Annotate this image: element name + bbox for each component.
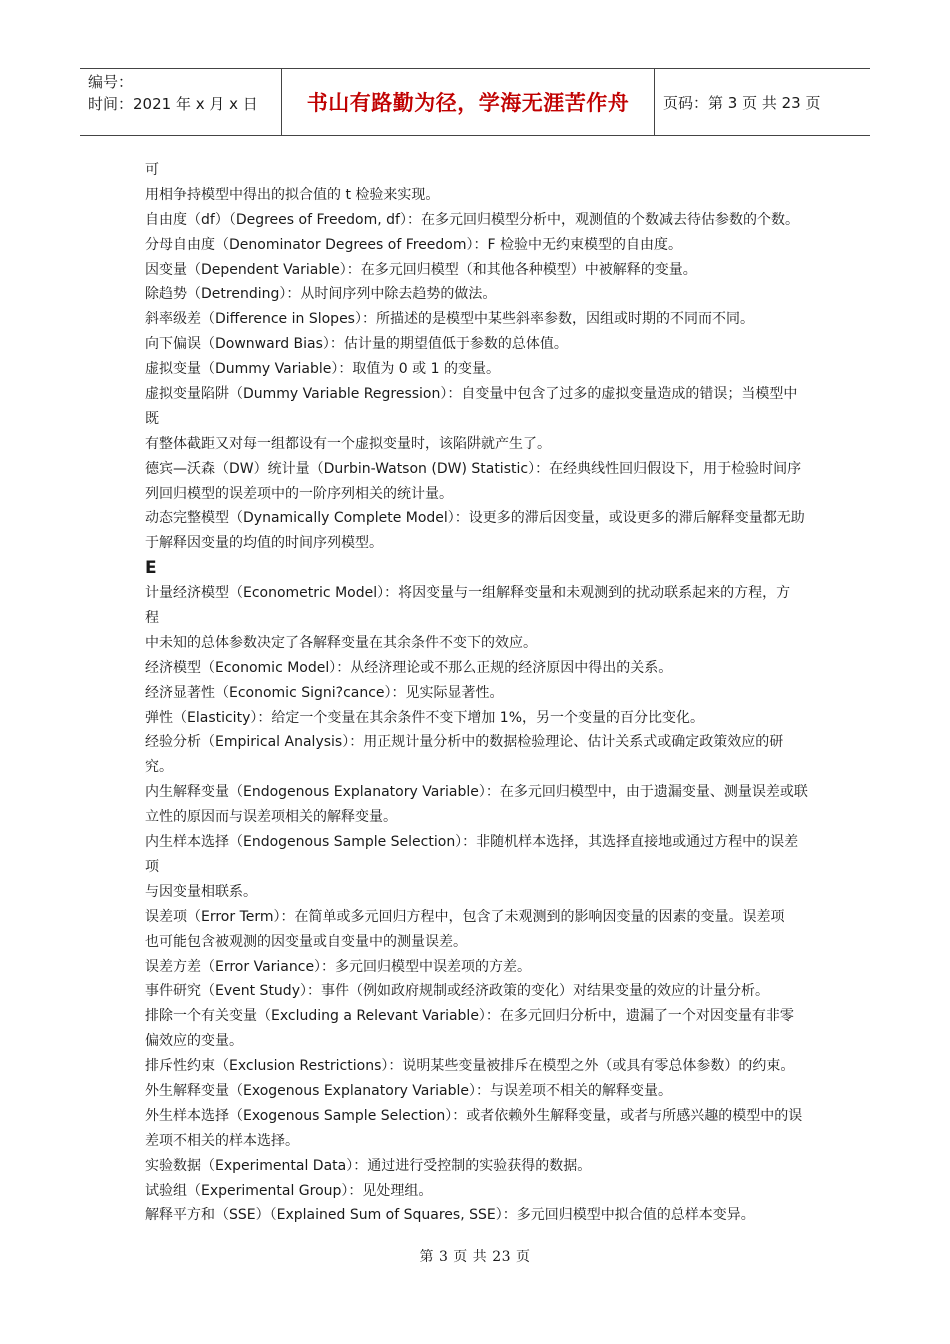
glossary-line: 内生解释变量（Endogenous Explanatory Variable）：在多元回归模型中，由于遗漏变量、测量误差或联 [145,784,808,801]
glossary-line: 用相争持模型中得出的拟合值的 t 检验来实现。 [145,186,440,203]
glossary-line: 经济显著性（Economic Signi?cance）：见实际显著性。 [145,684,504,701]
glossary-line: 排除一个有关变量（Excluding a Relevant Variable）：在多元回归分析中，遗漏了一个对因变量有非零 [145,1008,794,1025]
glossary-line: 因变量（Dependent Variable）：在多元回归模型（和其他各种模型）中被解释的变量。 [145,261,697,278]
glossary-line: 于解释因变量的均值的时间序列模型。 [145,535,383,552]
page-footer [0,1246,950,1266]
glossary-line: 偏效应的变量。 [145,1033,243,1050]
glossary-line: 虚拟变量（Dummy Variable）：取值为 0 或 1 的变量。 [145,361,500,378]
page-header [80,68,870,136]
glossary-line: 德宾—沃森（DW）统计量（Durbin-Watson (DW) Statistic）：在经典线性回归假设下，用于检验时间序 [145,460,802,477]
header-page-cell [655,69,870,135]
glossary-line: 也可能包含被观测的因变量或自变量中的测量误差。 [145,933,467,950]
glossary-line: 外生样本选择（Exogenous Sample Selection）：或者依赖外生解释变量，或者与所感兴趣的模型中的误 [145,1107,803,1124]
glossary-line: 向下偏误（Downward Bias）：估计量的期望值低于参数的总体值。 [145,336,568,353]
glossary-line: 差项不相关的样本选择。 [145,1132,299,1149]
glossary-line: 既 [145,410,159,427]
glossary-line: 试验组（Experimental Group）：见处理组。 [145,1182,433,1199]
document-number-label: 编号： [88,73,134,91]
header-meta-cell [80,69,282,135]
glossary-line: 计量经济模型（Econometric Model）：将因变量与一组解释变量和未观测到的扰动联系起来的方程，方 [145,585,791,602]
glossary-line: 经济模型（Economic Model）：从经济理论或不那么正规的经济原因中得出的关系。 [145,659,673,676]
footer-page-number: 第 3 页 共 23 页 [419,1249,531,1265]
glossary-line: 与因变量相联系。 [145,883,257,900]
glossary-line: 可 [145,162,159,178]
glossary-line: 项 [145,858,159,875]
glossary-line: 外生解释变量（Exogenous Explanatory Variable）：与误差项不相关的解释变量。 [145,1082,672,1099]
glossary-line: 自由度（df）（Degrees of Freedom, df）：在多元回归模型分析中，观测值的个数减去待估参数的个数。 [145,211,799,228]
glossary-line: 排斥性约束（Exclusion Restrictions）：说明某些变量被排斥在模型之外（或具有零总体参数）的约束。 [145,1058,795,1075]
glossary-line: 内生样本选择（Endogenous Sample Selection）：非随机样本选择，其选择直接地或通过方程中的误差 [145,834,799,851]
header-page-number: 页码：第 3 页 共 23 页 [663,93,821,112]
document-date-label: 时间：2021 年 x 月 x 日 [88,95,258,113]
section-letter-heading: E [145,558,157,579]
header-motto: 书山有路勤为径，学海无涯苦作舟 [306,91,630,115]
header-motto-cell [282,69,655,135]
glossary-line: 弹性（Elasticity）：给定一个变量在其余条件不变下增加 1%，另一个变量的百分比变化。 [145,709,705,726]
glossary-body [145,158,810,1228]
glossary-line: 误差项（Error Term）：在简单或多元回归方程中，包含了未观测到的影响因变量的因素的变量。误差项 [145,908,785,925]
glossary-line: 中未知的总体参数决定了各解释变量在其余条件不变下的效应。 [145,634,537,651]
glossary-line: 误差方差（Error Variance）：多元回归模型中误差项的方差。 [145,958,532,975]
glossary-line: 有整体截距又对每一组都设有一个虚拟变量时，该陷阱就产生了。 [145,435,551,452]
glossary-line: 解释平方和（SSE）（Explained Sum of Squares, SSE）：多元回归模型中拟合值的总样本变异。 [145,1207,755,1224]
glossary-line: 究。 [145,759,173,776]
glossary-line: 除趋势（Detrending）：从时间序列中除去趋势的做法。 [145,286,497,303]
glossary-line: 分母自由度（Denominator Degrees of Freedom）：F 检验中无约束模型的自由度。 [145,236,683,253]
glossary-line: 斜率级差（Difference in Slopes）：所描述的是模型中某些斜率参数，因组或时期的不同而不同。 [145,311,754,328]
glossary-line: 经验分析（Empirical Analysis）：用正规计量分析中的数据检验理论、估计关系式或确定政策效应的研 [145,734,784,751]
glossary-line: 事件研究（Event Study）：事件（例如政府规制或经济政策的变化）对结果变量的效应的计量分析。 [145,983,769,1000]
glossary-line: 动态完整模型（Dynamically Complete Model）：设更多的滞后因变量，或设更多的滞后解释变量都无助 [145,510,805,527]
glossary-line: 程 [145,610,159,627]
glossary-line: 实验数据（Experimental Data）：通过进行受控制的实验获得的数据。 [145,1157,592,1174]
glossary-line: 立性的原因而与误差项相关的解释变量。 [145,809,397,826]
glossary-line: 虚拟变量陷阱（Dummy Variable Regression）：自变量中包含了过多的虚拟变量造成的错误；当模型中 [145,386,798,403]
glossary-line: 列回归模型的误差项中的一阶序列相关的统计量。 [145,485,453,502]
